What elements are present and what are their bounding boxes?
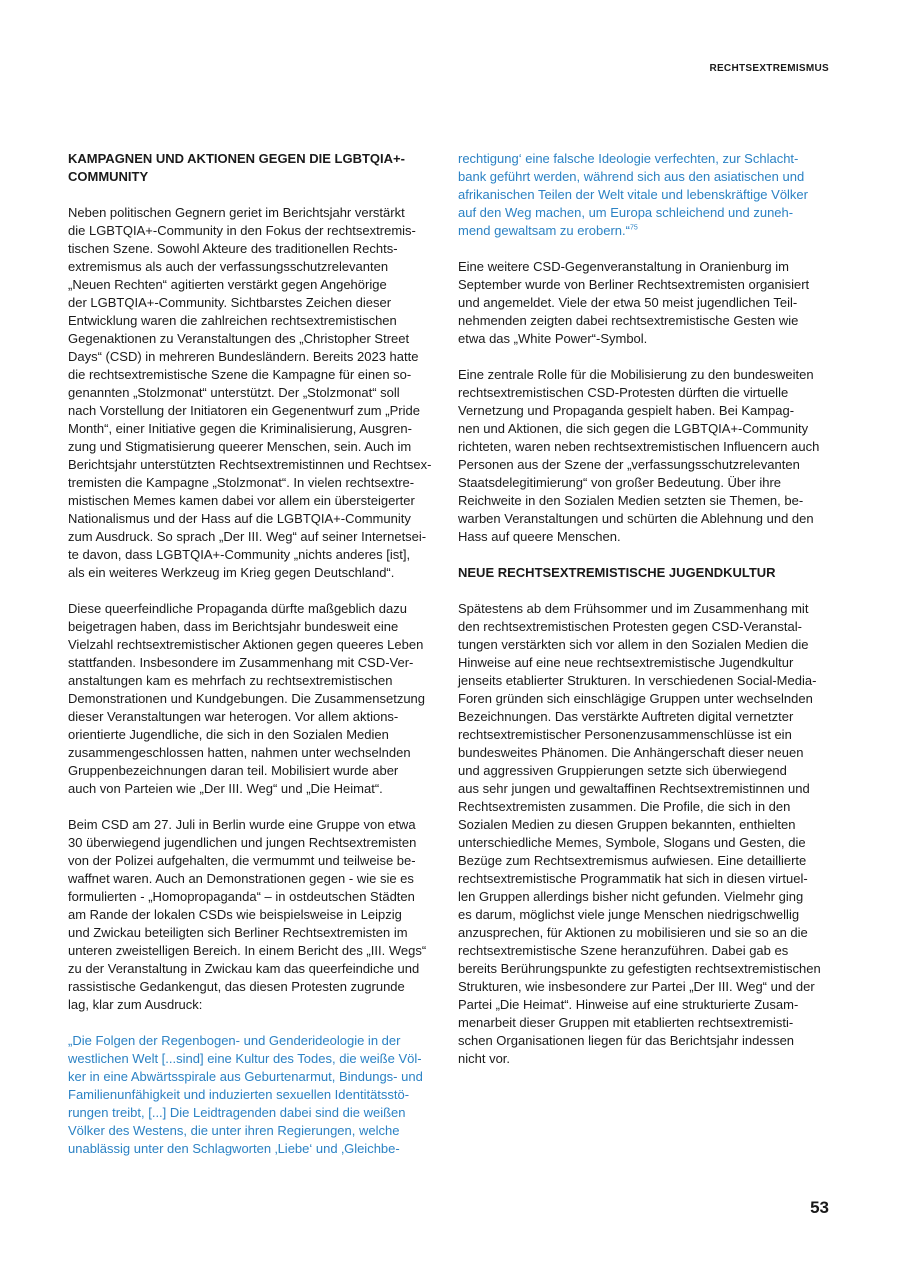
footnote-reference[interactable]: 75	[629, 224, 638, 232]
paragraph: Eine zentrale Rolle für die Mobilisierung zu den bundesweiten rechtsextremistischen CSD-Protesten dürften die virtuelle Vernetzung und Propaganda gespielt haben. Bei Kampag- nen und Aktionen, die sich gegen die LGBTQIA+-Community richteten, waren neben rechtsextremistischen Influencern auch Personen aus der Szene der „verfassungsschutzrelevanten Staatsdelegitimierung“ von großer Bedeutung. Über ihre Reichweite in den Sozialen Medien setzten sie Themen, be- warben Veranstaltungen und schürten die Ablehnung und den Hass auf queere Menschen.	[458, 367, 820, 544]
quote-text: rechtigung‘ eine falsche Ideologie verfechten, zur Schlacht- bank geführt werden, während sich aus den asiatischen und afrikanischen Teilen der Welt vitale und lebenskräftige Völker auf den Weg machen, um Europa schleichend und zuneh- mend gewaltsam zu erobern.“	[458, 151, 808, 238]
paragraph: Spätestens ab dem Frühsommer und im Zusammenhang mit den rechtsextremistischen Protesten gegen CSD-Veranstal- tungen verstärkten sich vor allem in den Sozialen Medien die Hinweise auf eine neue rechtsextremistische Jugendkultur jenseits etablierter Strukturen. In verschiedenen Social-Media- Foren gründen sich einschlägige Gruppen unter wechselnden Bezeichnungen. Das verstärkte Auftreten digital vernetzter rechtsextremistischer Personenzusammenschlüsse ist ein bundesweites Phänomen. Die Anhängerschaft dieser neuen und aggressiven Gruppierungen setzte sich überwiegend aus sehr jungen und gewaltaffinen Rechtsextremistinnen und Rechtsextremisten zusammen. Die Profile, die sich in den Sozialen Medien zu diesen Gruppen bekannten, enthielten unterschiedliche Memes, Symbole, Slogans und Gesten, die Bezüge zum Rechtsextremismus aufwiesen. Eine detaillierte rechtsextremistische Programmatik hat sich in diesen virtuel- len Gruppen allerdings bisher nicht gefunden. Vielmehr ging es darum, möglichst viele junge Menschen niedrigschwellig anzusprechen, für Aktionen zu mobilisieren und sie so an die rechtsextremistische Szene heranzuführen. Dabei gab es bereits Berührungspunkte zu gefestigten rechtsextremistischen Strukturen, wie insbesondere zur Partei „Der III. Weg“ und der Partei „Die Heimat“. Hinweise auf eine strukturierte Zusam- menarbeit dieser Gruppen mit etablierten rechtsextremisti- schen Organisationen liegen für das Berichtsjahr indessen nicht vor.	[458, 601, 821, 1066]
paragraph: Beim CSD am 27. Juli in Berlin wurde eine Gruppe von etwa 30 überwiegend jugendlichen und jungen Rechtsextremisten von der Polizei aufgehalten, die vermummt und teilweise be- waffnet waren. Auch an Demonstrationen gegen - wie sie es formulierten - „Homopropaganda“ – in ostdeutschen Städten am Rande der lokalen CSDs wie beispielsweise in Leipzig und Zwickau beteiligten sich Berliner Rechtsextremisten im unteren zweistelligen Bereich. In einem Bericht des „III. Wegs“ zu der Veranstaltung in Zwickau kam das queerfeindiche und rassistische Gedankengut, das diesen Protesten zugrunde lag, klar zum Ausdruck:	[68, 817, 427, 1012]
running-header: RECHTSEXTREMISMUS	[709, 63, 829, 74]
section-heading-youth-culture: NEUE RECHTSEXTREMISTISCHE JUGENDKULTUR	[458, 565, 776, 580]
section-heading-lgbtqia-campaigns: KAMPAGNEN UND AKTIONEN GEGEN DIE LGBTQIA+- COMMUNITY	[68, 151, 405, 184]
left-column	[68, 150, 441, 1176]
paragraph: Diese queerfeindliche Propaganda dürfte maßgeblich dazu beigetragen haben, dass im Berichtsjahr bundesweit eine Vielzahl rechtsextremistischer Aktionen gegen queeres Leben stattfanden. Insbesondere im Zusammenhang mit CSD-Ver- anstaltungen kam es mehrfach zu rechtsextremistischen Demonstrationen und Kundgebungen. Die Zusammensetzung dieser Veranstaltungen war heterogen. Vor allem aktions- orientierte Jugendliche, die sich in den Sozialen Medien zusammengeschlossen hatten, nahmen unter wechselnden Gruppenbezeichnungen daran teil. Mobilisiert wurde aber auch von Parteien wie „Der III. Weg“ und „Die Heimat“.	[68, 601, 426, 796]
paragraph: Eine weitere CSD-Gegenveranstaltung in Oranienburg im September wurde von Berliner Rechtsextremisten organisiert und angemeldet. Viele der etwa 50 meist jugendlichen Teil- nehmenden zeigten dabei rechtsextremistische Gesten wie etwa das „White Power“-Symbol.	[458, 259, 810, 346]
blockquote-start: „Die Folgen der Regenbogen- und Genderideologie in der westlichen Welt [...sind] eine Kultur des Todes, die weiße Völ- ker in eine Abwärtsspirale aus Geburtenarmut, Bindungs- und Familienunfähigkeit und induzierten sexuellen Identitätsstö- rungen treibt, [...] Die Leidtragenden dabei sind die weißen Völker des Westens, die unter ihren Regierungen, welche unablässig unter den Schlagworten ‚Liebe‘ und ‚Gleichbe-	[68, 1033, 423, 1156]
blockquote-continuation	[458, 150, 831, 240]
page-number: 53	[810, 1198, 829, 1217]
paragraph: Neben politischen Gegnern geriet im Berichtsjahr verstärkt die LGBTQIA+-Community in den Fokus der rechtsextremis- tischen Szene. Sowohl Akteure des traditionellen Rechts- extremismus als auch der verfassungsschutzrelevanten „Neuen Rechten“ agitierten verstärkt gegen Angehörige der LGBTQIA+-Community. Sichtbarstes Zeichen dieser Entwicklung waren die zahlreichen rechtsextremistischen Gegenaktionen zu Veranstaltungen des „Christopher Street Days“ (CSD) in mehreren Bundesländern. Bereits 2023 hatte die rechtsextremistische Szene die Kampagne für einen so- genannten „Stolzmonat“ unterstützt. Der „Stolzmonat“ soll nach Vorstellung der Initiatoren ein Gegenentwurf zum „Pride Month“, einer Initiative gegen die Kriminalisierung, Ausgren- zung und Stigmatisierung queerer Menschen, sein. Auch im Berichtsjahr unterstützten Rechtsextremistinnen und Rechtsex- tremisten die Kampagne „Stolzmonat“. In vielen rechtsextre- mistischen Memes kamen dabei vor allem ein übersteigerter Nationalismus und der Hass auf die LGBTQIA+-Community zum Ausdruck. So sprach „Der III. Weg“ auf seiner Internetsei- te davon, dass LGBTQIA+-Community „nichts anderes [ist], als ein weiteres Werkzeug im Krieg gegen Deutschland“.	[68, 205, 432, 580]
right-column	[458, 150, 831, 1086]
